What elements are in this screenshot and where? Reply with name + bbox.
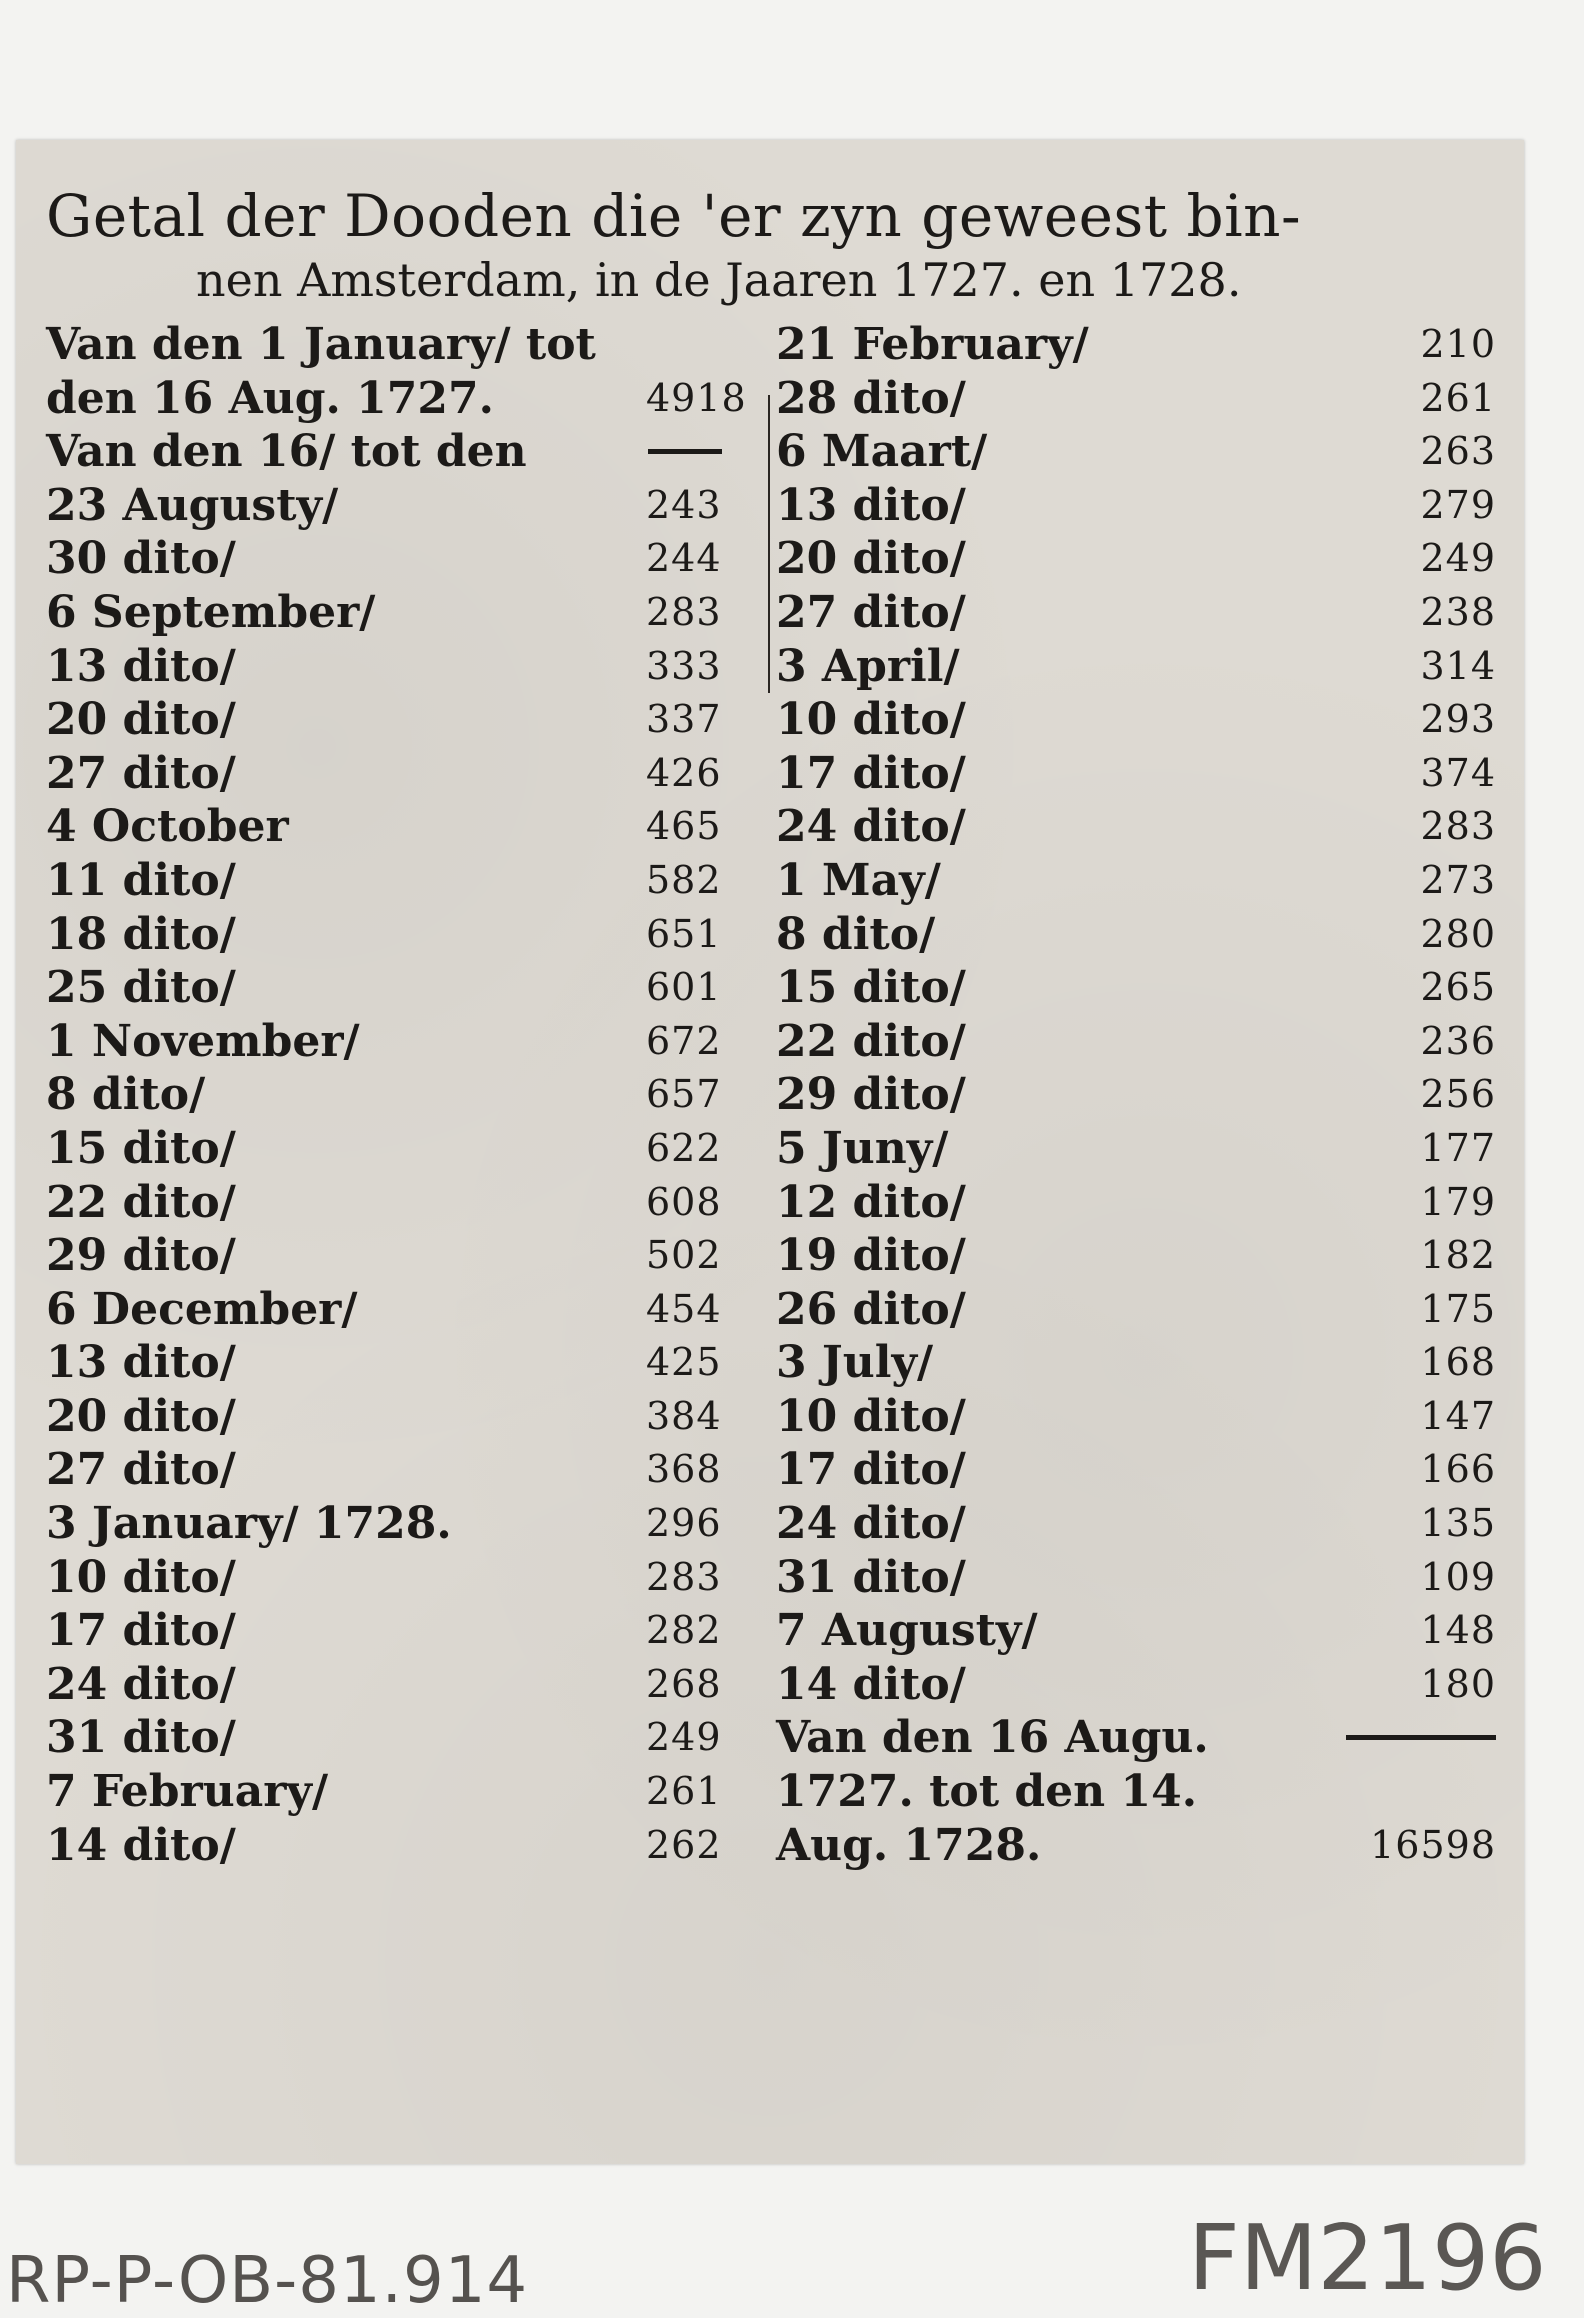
- list-item: den 16 Aug. 1727. 4918: [46, 372, 747, 424]
- list-item: 3 January/ 1728. 296: [46, 1498, 722, 1550]
- list-item: 8 dito/ 280: [776, 908, 1496, 960]
- list-item: 20 dito/ 337: [46, 694, 722, 746]
- list-item: 24 dito/ 135: [776, 1498, 1496, 1550]
- list-item: 4 October 465: [46, 801, 722, 853]
- list-item: 7 Augusty/ 148: [776, 1605, 1496, 1657]
- list-item: 6 Maart/ 263: [776, 426, 1496, 478]
- list-item: 10 dito/ 293: [776, 694, 1496, 746]
- page-title: Getal der Dooden die 'er zyn geweest bin-: [46, 182, 1302, 250]
- list-item: 13 dito/ 333: [46, 640, 722, 692]
- list-item: 25 dito/ 601: [46, 962, 722, 1014]
- list-item: 20 dito/ 384: [46, 1390, 722, 1442]
- list-item: 14 dito/ 180: [776, 1658, 1496, 1710]
- list-item: 29 dito/ 502: [46, 1230, 722, 1282]
- list-item: 1 November/ 672: [46, 1015, 722, 1067]
- list-item: 26 dito/ 175: [776, 1283, 1496, 1335]
- right-column: [776, 318, 1496, 1872]
- list-item: 1 May/ 273: [776, 854, 1496, 906]
- separator-rule: [1346, 1735, 1496, 1740]
- list-item: 29 dito/ 256: [776, 1069, 1496, 1121]
- list-item: 7 February/ 261: [46, 1766, 722, 1818]
- list-item: Van den 16 Augu.: [776, 1711, 1496, 1765]
- list-item: 24 dito/ 268: [46, 1658, 722, 1710]
- total-value: 16598: [1370, 1822, 1496, 1867]
- list-item: 18 dito/ 651: [46, 908, 722, 960]
- list-item: 22 dito/ 608: [46, 1176, 722, 1228]
- list-item: 10 dito/ 147: [776, 1390, 1496, 1442]
- list-item: 12 dito/ 179: [776, 1176, 1496, 1228]
- list-item: 8 dito/ 657: [46, 1069, 722, 1121]
- list-item: 6 September/ 283: [46, 586, 722, 638]
- list-item: 27 dito/ 426: [46, 747, 722, 799]
- list-item: 27 dito/ 368: [46, 1444, 722, 1496]
- list-item: 20 dito/ 249: [776, 533, 1496, 585]
- pencil-mark: FM2196: [1188, 2206, 1547, 2311]
- column-divider: [768, 395, 770, 693]
- list-item: 19 dito/ 182: [776, 1230, 1496, 1282]
- list-item: 10 dito/ 283: [46, 1551, 722, 1603]
- separator-dash: [648, 449, 722, 454]
- list-item: Van den 16/ tot den: [46, 425, 766, 479]
- list-item: 22 dito/ 236: [776, 1015, 1496, 1067]
- list-item: 31 dito/ 249: [46, 1712, 722, 1764]
- list-item: 17 dito/ 282: [46, 1605, 722, 1657]
- list-item: 14 dito/ 262: [46, 1819, 722, 1871]
- list-item: 21 February/ 210: [776, 319, 1496, 370]
- list-item: Van den 1 January/ tot: [46, 319, 596, 370]
- list-item: 17 dito/ 374: [776, 747, 1496, 799]
- list-item: 3 July/ 168: [776, 1337, 1496, 1389]
- list-item: 30 dito/ 244: [46, 533, 722, 585]
- left-column: [46, 318, 766, 1872]
- printed-sheet: [16, 140, 1524, 2164]
- list-item: 27 dito/ 238: [776, 586, 1496, 638]
- list-item: 3 April/ 314: [776, 640, 1496, 692]
- list-item: 13 dito/ 279: [776, 479, 1496, 531]
- list-item: 17 dito/ 166: [776, 1444, 1496, 1496]
- page-subtitle: nen Amsterdam, in de Jaaren 1727. en 1728.: [196, 253, 1242, 307]
- list-item: 31 dito/ 109: [776, 1551, 1496, 1603]
- list-item: 23 Augusty/ 243: [46, 479, 722, 531]
- list-item: 6 December/ 454: [46, 1283, 722, 1335]
- list-item: 15 dito/ 265: [776, 962, 1496, 1014]
- list-item: 1727. tot den 14.: [776, 1766, 1198, 1818]
- list-item: 28 dito/ 261: [776, 372, 1496, 424]
- list-item: 11 dito/ 582: [46, 854, 722, 906]
- total-row: Aug. 1728. 16598: [776, 1819, 1496, 1871]
- list-item: 5 Juny/ 177: [776, 1122, 1496, 1174]
- list-item: 15 dito/ 622: [46, 1122, 722, 1174]
- inventory-number: RP-P-OB-81.914: [6, 2244, 529, 2318]
- list-item: 24 dito/ 283: [776, 801, 1496, 853]
- list-item: 13 dito/ 425: [46, 1337, 722, 1389]
